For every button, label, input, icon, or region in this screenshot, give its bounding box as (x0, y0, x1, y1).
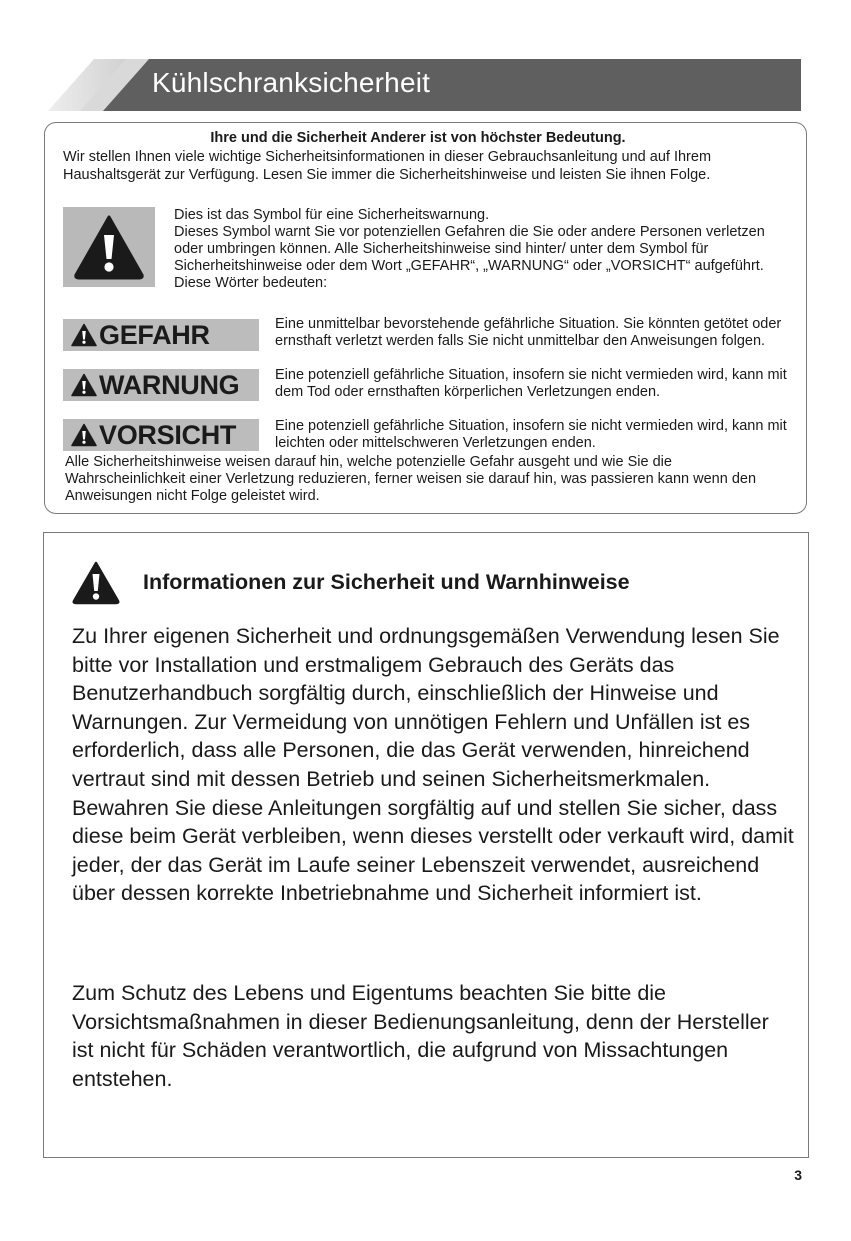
signal-description: Eine potenziell gefährliche Situation, insofern sie nicht vermieden wird, kann mit leichten oder mittelschweren Verletzungen enden. (275, 418, 787, 451)
symbol-explanation (174, 207, 784, 292)
warning-triangle-icon (71, 560, 121, 606)
warning-triangle-icon (71, 423, 97, 447)
signal-vorsicht (63, 419, 259, 451)
info-box (43, 532, 809, 1158)
warning-triangle-icon (71, 323, 97, 347)
symbol-line: Dies ist das Symbol für eine Sicherheitswarnung. (174, 207, 490, 223)
signal-word: WARNUNG (99, 370, 240, 400)
safety-heading: Ihre und die Sicherheit Anderer ist von höchster Bedeutung. (210, 130, 626, 146)
info-title: Informationen zur Sicherheit und Warnhinweise (143, 570, 630, 594)
page-title: Kühlschranksicherheit (152, 67, 431, 98)
symbol-line: Dieses Symbol warnt Sie vor potenziellen Gefahren die Sie oder andere Personen verletzen oder umbringen können. Alle Sicherheitshinweise sind hinter/ unter dem Symbol für Sicherheitshinweise oder dem Wort „GEFAHR“, „WARNUNG“ oder „VORSICHT“ aufgeführt. (174, 224, 765, 274)
safety-symbol (63, 207, 155, 287)
info-paragraph: Zum Schutz des Lebens und Eigentums beachten Sie bitte die Vorsichtsmaßnahmen in dieser Bedienungsanleitung, denn der Hersteller ist nicht für Schäden verantwortlich, die aufgrund von Missachtungen entstehen. (72, 981, 769, 1091)
signal-description: Eine unmittelbar bevorstehende gefährliche Situation. Sie könnten getötet oder ernsthaft verletzt werden falls Sie nicht unmittelbar den Anweisungen folgen. (275, 316, 782, 349)
safety-outro: Alle Sicherheitshinweise weisen darauf hin, welche potenzielle Gefahr ausgeht und wie Sie die Wahrscheinlichkeit einer Verletzung reduzieren, ferner weisen sie darauf hin, was passieren kann wenn den Anweisungen nicht Folge geleistet wird. (65, 454, 757, 504)
signal-description: Eine potenziell gefährliche Situation, insofern sie nicht vermieden wird, kann mit dem Tod oder ernsthaften körperlichen Verletzungen enden. (275, 367, 787, 400)
warning-triangle-icon (71, 373, 97, 397)
signal-word: GEFAHR (99, 320, 210, 350)
page-number: 3 (794, 1167, 802, 1183)
signal-gefahr (63, 319, 259, 351)
symbol-line: Diese Wörter bedeuten: (174, 275, 328, 291)
signal-word: VORSICHT (99, 420, 237, 450)
signal-warnung (63, 369, 259, 401)
warning-triangle-icon (73, 213, 145, 281)
info-paragraph: Zu Ihrer eigenen Sicherheit und ordnungsgemäßen Verwendung lesen Sie bitte vor Installation und erstmaligem Gebrauch des Geräts das Benutzerhandbuch sorgfältig durch, einschließlich der Hinweise und Warnungen. Zur Vermeidung von unnötigen Fehlern und Unfällen ist es erforderlich, dass alle Personen, die das Gerät verwenden, hinreichend vertraut sind mit dessen Betrieb und seinen Sicherheitsmerkmalen. Bewahren Sie diese Anleitungen sorgfältig auf und stellen Sie sicher, dass diese beim Gerät verbleiben, wenn dieses verstellt oder verkauft wird, damit jeder, der das Gerät im Laufe seiner Lebenszeit verwendet, ausreichend über dessen korrekte Inbetriebnahme und Sicherheit informiert ist. (72, 624, 794, 906)
safety-box (44, 122, 807, 514)
safety-intro: Wir stellen Ihnen viele wichtige Sicherheitsinformationen in dieser Gebrauchsanleitung und auf Ihrem Haushaltsgerät zur Verfügung. Lesen Sie immer die Sicherheitshinweise und leisten Sie ihnen Folge. (63, 149, 712, 183)
section-header (48, 59, 801, 111)
